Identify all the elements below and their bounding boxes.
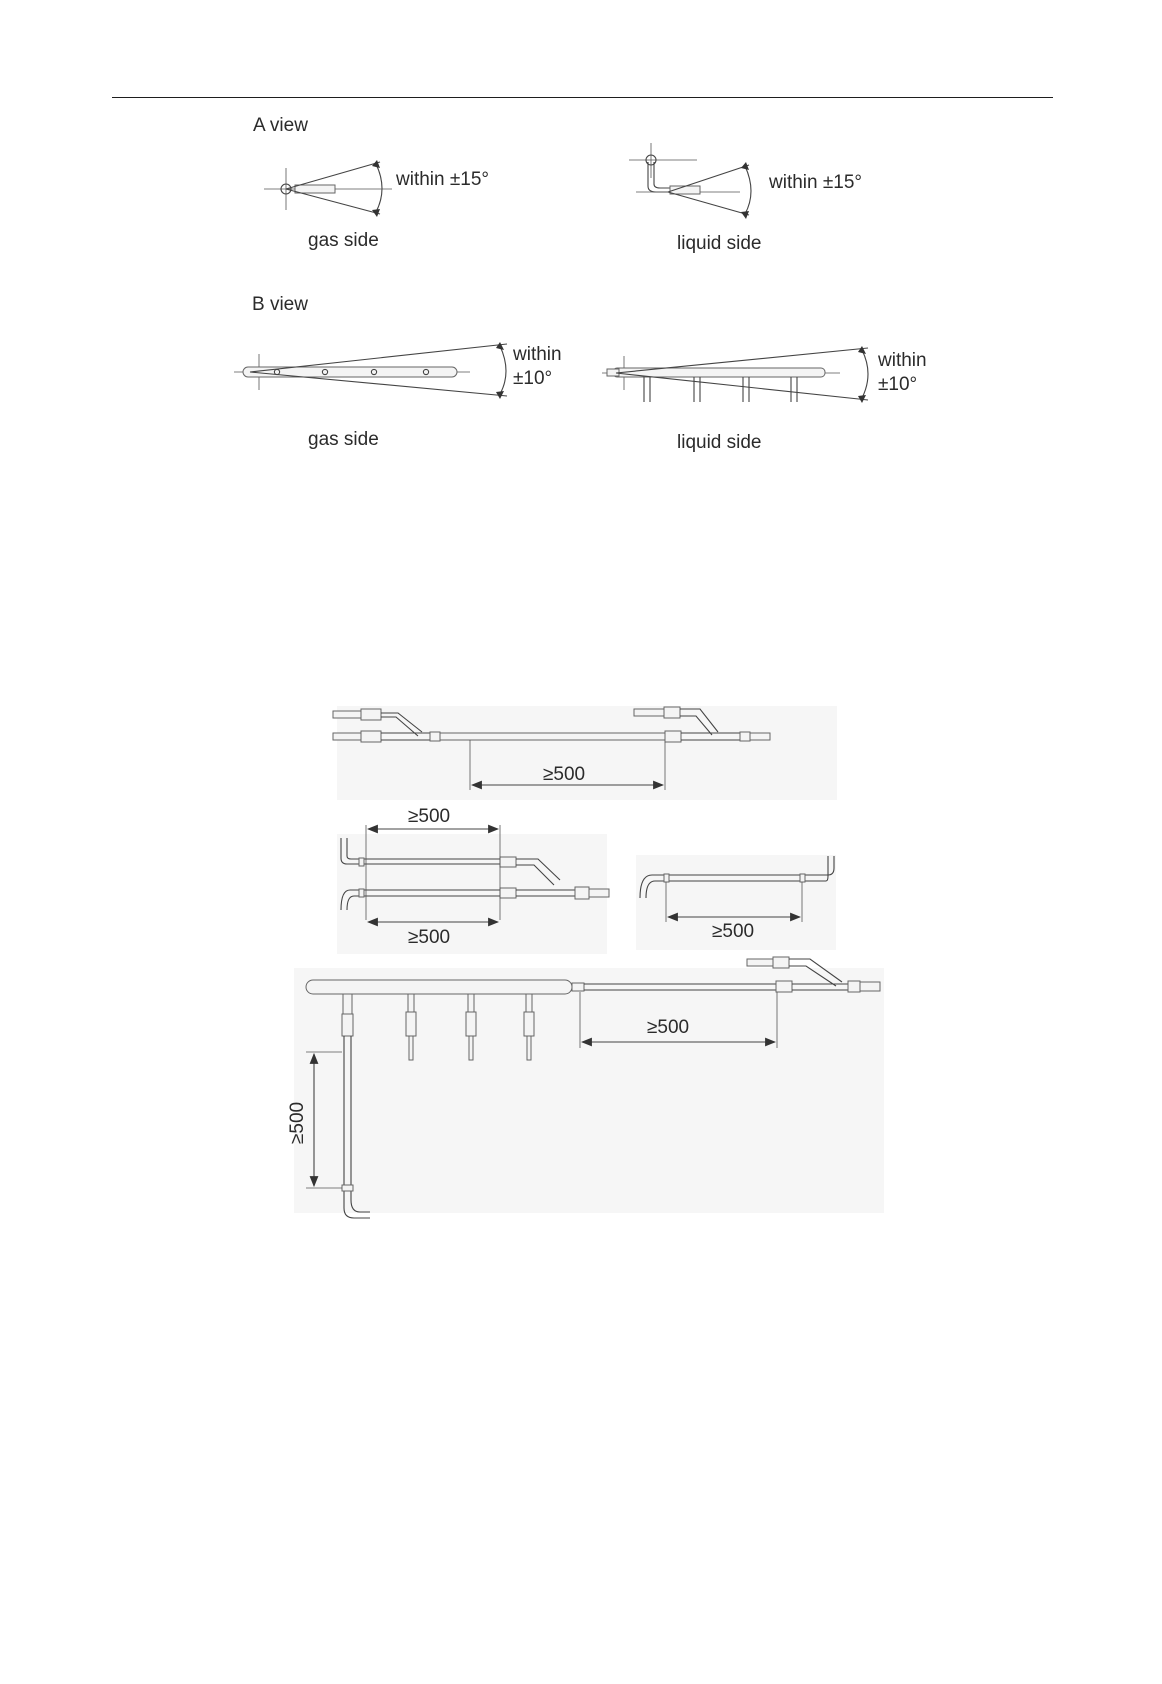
a-view-liquid-caption: liquid side (677, 233, 762, 254)
double-pipe-upper-dimension: ≥500 (408, 806, 451, 827)
b-view-liquid-caption: liquid side (677, 432, 762, 453)
double-bent-pipe (337, 825, 609, 954)
b-view-gas-angle-label-2: ±10° (513, 368, 553, 389)
a-view-liquid-angle-label: within ±15° (769, 172, 863, 193)
b-view-liquid-angle-label-2: ±10° (878, 374, 918, 395)
double-pipe-lower-dimension: ≥500 (408, 927, 451, 948)
b-view-gas-angle-label-1: within (513, 344, 562, 365)
b-view-title: B view (252, 294, 308, 315)
header-pipe (294, 957, 884, 1218)
a-view-gas-caption: gas side (308, 230, 379, 251)
b-view-liquid-angle-label-1: within (878, 350, 927, 371)
b-view-liquid-figure (602, 346, 868, 403)
a-view-gas-angle-label: within ±15° (396, 169, 490, 190)
b-view-gas-caption: gas side (308, 429, 379, 450)
a-view-title: A view (253, 115, 308, 136)
single-pipe-dimension: ≥500 (712, 921, 755, 942)
branch-pipe-top (333, 706, 837, 800)
b-view-gas-figure (234, 342, 507, 399)
a-view-liquid-figure (629, 143, 751, 219)
header-horizontal-dimension: ≥500 (647, 1017, 690, 1038)
a-view-gas-figure (264, 160, 392, 217)
header-vertical-dimension: ≥500 (287, 1101, 308, 1144)
top-branch-dimension: ≥500 (543, 764, 586, 785)
